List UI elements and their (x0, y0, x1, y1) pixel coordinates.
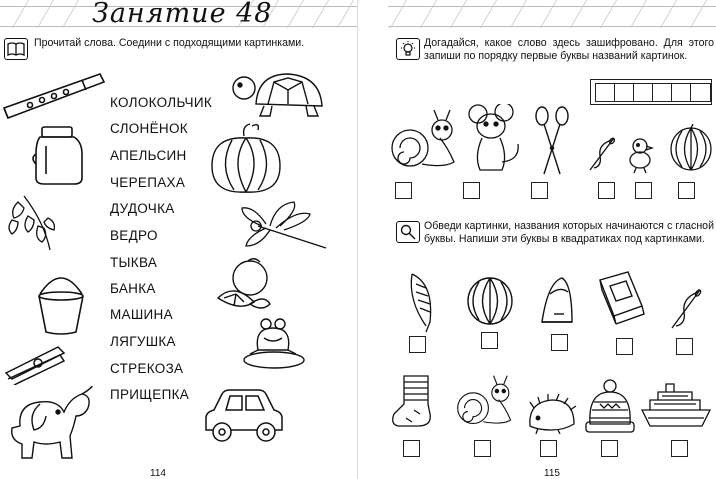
flute-icon (0, 68, 110, 126)
answer-box[interactable] (409, 336, 426, 353)
right-page (358, 0, 716, 479)
ship-icon (640, 380, 712, 430)
word-item: СЛОНЁНОК (110, 121, 188, 136)
answer-cell[interactable] (653, 84, 672, 101)
answer-box[interactable] (601, 440, 618, 457)
pumpkin-icon (208, 122, 284, 196)
bellflower-icon (4, 192, 64, 254)
scissors-icon (534, 104, 570, 176)
header-lines (388, 0, 716, 28)
lightbulb-icon (396, 38, 420, 60)
dragonfly-icon (236, 200, 330, 252)
word-item: ЛЯГУШКА (110, 334, 176, 349)
answer-box[interactable] (481, 332, 498, 349)
answer-box[interactable] (474, 440, 491, 457)
lesson-title: Занятие 48 (92, 0, 273, 29)
task1-instruction: Догадайся, какое слово здесь зашифровано. Для этого запиши по порядку первые буквы названий картинок. (424, 37, 714, 62)
word-item: ЧЕРЕПАХА (110, 175, 186, 190)
sock-icon (388, 374, 440, 428)
answer-cell[interactable] (634, 84, 653, 101)
watermelon-icon (668, 124, 714, 172)
hedgehog-icon (524, 394, 578, 434)
magnifier-icon (396, 221, 420, 243)
elephant-icon (0, 386, 96, 464)
answer-box[interactable] (540, 440, 557, 457)
answer-cell[interactable] (615, 84, 634, 101)
word-item: КОЛОКОЛЬЧИК (110, 95, 213, 110)
answer-cell[interactable] (596, 84, 615, 101)
answer-box[interactable] (671, 440, 688, 457)
answer-box[interactable] (551, 334, 568, 351)
orange-icon (214, 258, 274, 314)
answer-box[interactable] (676, 338, 693, 355)
book-icon (4, 38, 28, 60)
chick-icon (626, 136, 656, 174)
answer-cell[interactable] (691, 84, 710, 101)
word-item: МАШИНА (110, 307, 173, 322)
turtle-icon (228, 68, 328, 120)
word-item: БАНКА (110, 281, 156, 296)
frog-icon (240, 314, 310, 370)
hat-icon (584, 378, 636, 434)
snail-icon (454, 374, 516, 432)
answer-box[interactable] (531, 182, 548, 199)
word-item: АПЕЛЬСИН (110, 148, 187, 163)
answer-box[interactable] (463, 182, 480, 199)
snail-icon (388, 108, 460, 176)
page-number: 114 (150, 468, 166, 479)
task2-instruction: Обведи картинки, названия которых начинаются с гласной буквы. Напиши эти буквы в квадратиках под картинками. (424, 220, 714, 245)
word-item: ВЕДРО (110, 228, 158, 243)
clothespin-icon (2, 343, 68, 385)
answer-cell[interactable] (672, 84, 691, 101)
iron-icon (538, 274, 576, 326)
answer-box[interactable] (403, 440, 420, 457)
watermelon-icon (465, 274, 515, 326)
car-icon (200, 386, 286, 448)
answer-grid (595, 83, 711, 102)
word-item: ДУДОЧКА (110, 201, 175, 216)
task-instruction: Прочитай слова. Соедини с подходящими картинками. (34, 37, 305, 49)
bucket-icon (34, 270, 88, 338)
book-icon (594, 268, 646, 326)
answer-box[interactable] (395, 182, 412, 199)
word-item: ПРИЩЕПКА (110, 387, 190, 402)
needle-icon (670, 286, 704, 330)
mouse-icon (464, 104, 524, 176)
answer-box[interactable] (598, 182, 615, 199)
needle-icon (588, 134, 618, 172)
page-number: 115 (544, 468, 560, 479)
answer-box[interactable] (616, 338, 633, 355)
answer-box[interactable] (635, 182, 652, 199)
jar-icon (32, 124, 88, 188)
answer-box[interactable] (678, 182, 695, 199)
feather-icon (406, 270, 436, 334)
word-item: СТРЕКОЗА (110, 361, 184, 376)
word-item: ТЫКВА (110, 255, 158, 270)
